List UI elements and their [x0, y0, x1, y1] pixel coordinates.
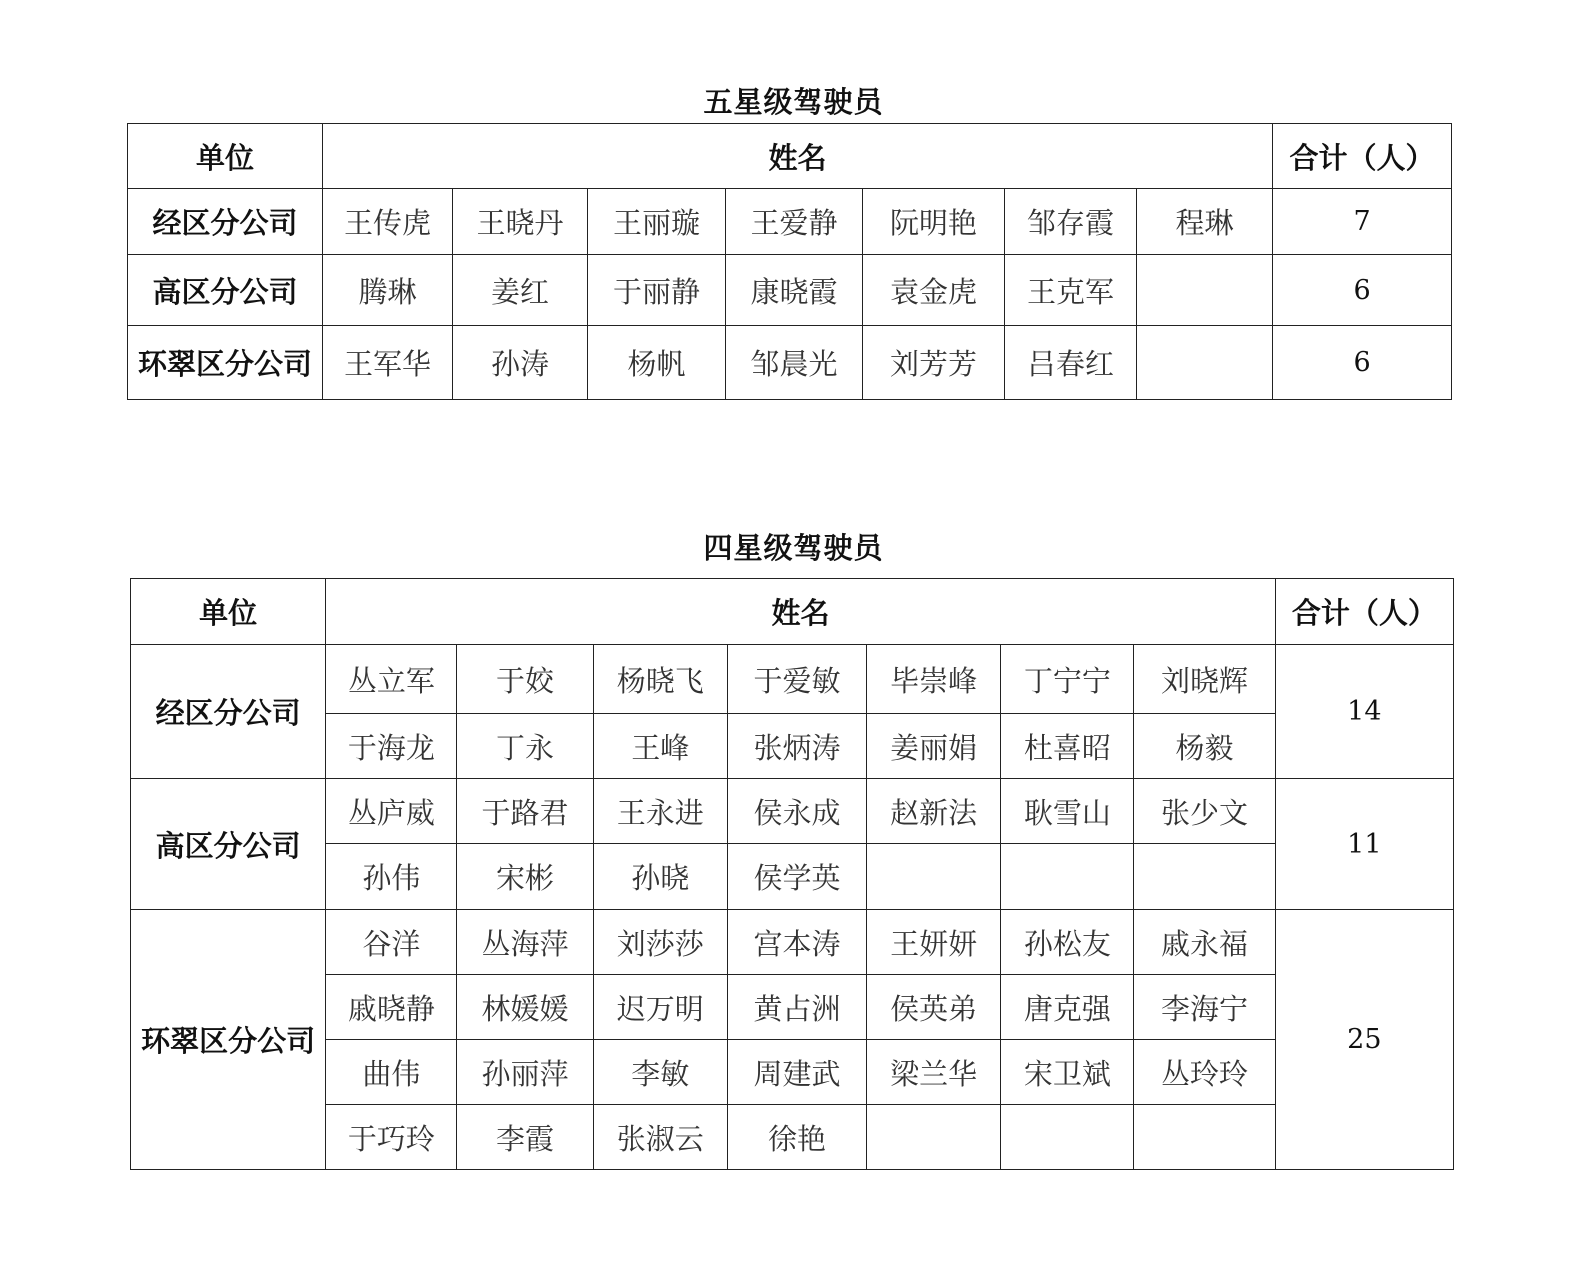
driver-name-cell: 耿雪山: [1001, 779, 1134, 844]
driver-name-cell: 杜喜昭: [1001, 714, 1134, 779]
driver-name-cell: 刘莎莎: [593, 910, 727, 975]
driver-name-cell: 唐克强: [1001, 975, 1134, 1040]
driver-name-cell: 吕春红: [1005, 326, 1137, 400]
driver-name-cell: 姜红: [453, 255, 588, 326]
header-row: [131, 579, 1454, 645]
table-row: [128, 255, 1452, 326]
driver-name-cell: 孙丽萍: [457, 1040, 593, 1105]
driver-name-cell: 王克军: [1005, 255, 1137, 326]
table-row: [131, 714, 1454, 779]
driver-name-cell: 张少文: [1134, 779, 1275, 844]
driver-name-cell: 黄占洲: [727, 975, 866, 1040]
names-header: 姓名: [323, 124, 1273, 189]
four-star-table: [130, 578, 1454, 1170]
total-cell: 11: [1275, 779, 1453, 910]
driver-name-cell: 于姣: [457, 645, 593, 714]
driver-name-cell: 于丽静: [588, 255, 726, 326]
driver-name-cell: 姜丽娟: [867, 714, 1001, 779]
four-star-title: 四星级驾驶员: [703, 531, 884, 565]
driver-name-cell: 赵新法: [867, 779, 1001, 844]
total-header: 合计（人）: [1275, 579, 1453, 645]
driver-name-cell: [1137, 255, 1273, 326]
driver-name-cell: 杨帆: [588, 326, 726, 400]
driver-name-cell: 徐艳: [727, 1105, 866, 1170]
driver-name-cell: 丛庐威: [326, 779, 457, 844]
driver-name-cell: 周建武: [727, 1040, 866, 1105]
driver-name-cell: 杨毅: [1134, 714, 1275, 779]
driver-name-cell: 侯永成: [727, 779, 866, 844]
driver-name-cell: 孙涛: [453, 326, 588, 400]
driver-name-cell: 程琳: [1137, 189, 1273, 255]
total-cell: 6: [1273, 326, 1452, 400]
driver-name-cell: 毕崇峰: [867, 645, 1001, 714]
driver-name-cell: 邹存霞: [1005, 189, 1137, 255]
driver-name-cell: 丁宁宁: [1001, 645, 1134, 714]
table-row: [131, 779, 1454, 844]
total-cell: 25: [1275, 910, 1453, 1170]
driver-name-cell: 丛玲玲: [1134, 1040, 1275, 1105]
driver-name-cell: 侯学英: [727, 844, 866, 910]
driver-name-cell: [1001, 844, 1134, 910]
driver-name-cell: 王传虎: [323, 189, 453, 255]
table-row: [131, 844, 1454, 910]
table-row: [131, 1040, 1454, 1105]
five-star-title: 五星级驾驶员: [703, 85, 884, 119]
driver-name-cell: 张淑云: [593, 1105, 727, 1170]
table-row: [131, 645, 1454, 714]
driver-name-cell: 梁兰华: [867, 1040, 1001, 1105]
unit-cell: 环翠区分公司: [131, 910, 326, 1170]
driver-name-cell: 侯英弟: [867, 975, 1001, 1040]
driver-name-cell: 李敏: [593, 1040, 727, 1105]
table-row: [128, 189, 1452, 255]
five-star-table: [127, 123, 1452, 400]
driver-name-cell: 王爱静: [726, 189, 863, 255]
driver-name-cell: 袁金虎: [863, 255, 1005, 326]
driver-name-cell: [867, 1105, 1001, 1170]
driver-name-cell: [1134, 844, 1275, 910]
driver-name-cell: 宋卫斌: [1001, 1040, 1134, 1105]
table-row: [128, 326, 1452, 400]
driver-name-cell: 戚晓静: [326, 975, 457, 1040]
driver-name-cell: 于爱敏: [727, 645, 866, 714]
table-row: [131, 1105, 1454, 1170]
driver-name-cell: 王晓丹: [453, 189, 588, 255]
unit-header: 单位: [128, 124, 323, 189]
driver-name-cell: 孙晓: [593, 844, 727, 910]
driver-name-cell: [867, 844, 1001, 910]
driver-name-cell: 林媛媛: [457, 975, 593, 1040]
driver-name-cell: 李霞: [457, 1105, 593, 1170]
driver-name-cell: 丛立军: [326, 645, 457, 714]
driver-name-cell: 于海龙: [326, 714, 457, 779]
driver-name-cell: 张炳涛: [727, 714, 866, 779]
names-header: 姓名: [326, 579, 1275, 645]
driver-name-cell: 王永进: [593, 779, 727, 844]
driver-name-cell: 孙松友: [1001, 910, 1134, 975]
driver-name-cell: 王军华: [323, 326, 453, 400]
driver-name-cell: 丛海萍: [457, 910, 593, 975]
total-cell: 14: [1275, 645, 1453, 779]
driver-name-cell: 谷洋: [326, 910, 457, 975]
unit-cell: 经区分公司: [128, 189, 323, 255]
table-row: [131, 975, 1454, 1040]
unit-header: 单位: [131, 579, 326, 645]
driver-name-cell: 杨晓飞: [593, 645, 727, 714]
unit-cell: 高区分公司: [128, 255, 323, 326]
unit-cell: 经区分公司: [131, 645, 326, 779]
driver-name-cell: 孙伟: [326, 844, 457, 910]
driver-name-cell: 戚永福: [1134, 910, 1275, 975]
total-cell: 7: [1273, 189, 1452, 255]
unit-cell: 高区分公司: [131, 779, 326, 910]
driver-name-cell: 曲伟: [326, 1040, 457, 1105]
driver-name-cell: 康晓霞: [726, 255, 863, 326]
driver-name-cell: 王妍妍: [867, 910, 1001, 975]
driver-name-cell: 王峰: [593, 714, 727, 779]
table-row: [131, 910, 1454, 975]
driver-name-cell: 王丽璇: [588, 189, 726, 255]
driver-name-cell: 刘芳芳: [863, 326, 1005, 400]
driver-name-cell: 邹晨光: [726, 326, 863, 400]
driver-name-cell: [1137, 326, 1273, 400]
driver-name-cell: 宫本涛: [727, 910, 866, 975]
driver-name-cell: 李海宁: [1134, 975, 1275, 1040]
unit-cell: 环翠区分公司: [128, 326, 323, 400]
driver-name-cell: 刘晓辉: [1134, 645, 1275, 714]
driver-name-cell: 丁永: [457, 714, 593, 779]
driver-name-cell: 阮明艳: [863, 189, 1005, 255]
header-row: [128, 124, 1452, 189]
total-cell: 6: [1273, 255, 1452, 326]
driver-name-cell: 于巧玲: [326, 1105, 457, 1170]
driver-name-cell: 于路君: [457, 779, 593, 844]
driver-name-cell: 迟万明: [593, 975, 727, 1040]
driver-name-cell: 腾琳: [323, 255, 453, 326]
driver-name-cell: 宋彬: [457, 844, 593, 910]
total-header: 合计（人）: [1273, 124, 1452, 189]
driver-name-cell: [1134, 1105, 1275, 1170]
driver-name-cell: [1001, 1105, 1134, 1170]
